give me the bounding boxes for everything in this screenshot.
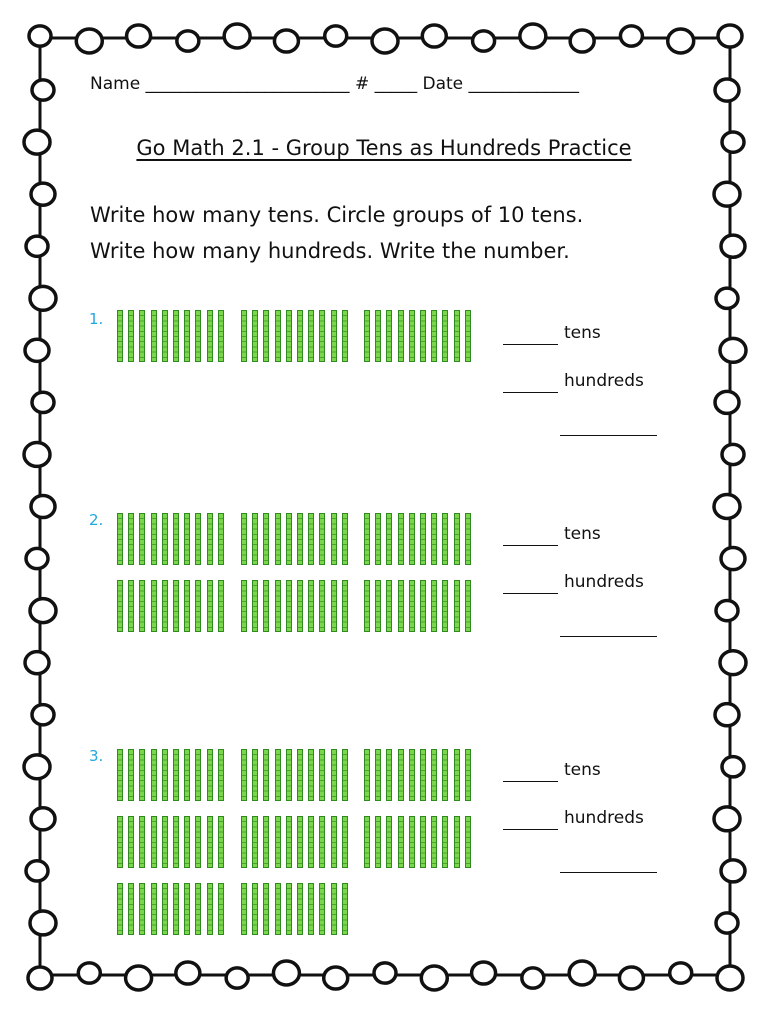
ten-rod — [319, 749, 325, 801]
ten-rod — [386, 513, 392, 565]
ten-rod — [241, 816, 247, 868]
ten-rod — [218, 816, 224, 868]
ten-rod — [364, 816, 370, 868]
ten-rod — [319, 883, 325, 935]
ten-rod — [207, 310, 213, 362]
problem-1-hundreds-blank[interactable] — [503, 392, 558, 393]
ten-rod — [364, 749, 370, 801]
ten-rod — [263, 749, 269, 801]
ten-rod — [184, 580, 190, 632]
ten-rod — [128, 310, 134, 362]
ten-rod — [184, 816, 190, 868]
ten-rod — [319, 513, 325, 565]
ten-rod — [252, 580, 258, 632]
problem-2-tens-label: tens — [564, 524, 601, 544]
ten-rod — [173, 883, 179, 935]
problem-2-hundreds-blank[interactable] — [503, 593, 558, 594]
ten-rod — [331, 816, 337, 868]
ten-rod — [286, 310, 292, 362]
ten-rod — [128, 513, 134, 565]
problem-3-tens-blank[interactable] — [503, 781, 558, 782]
ten-rod — [308, 310, 314, 362]
ten-rod — [275, 513, 281, 565]
ten-rod — [173, 816, 179, 868]
ten-rod — [207, 816, 213, 868]
ten-rod — [184, 513, 190, 565]
ten-rod — [454, 310, 460, 362]
ten-rod — [297, 580, 303, 632]
ten-rod — [173, 580, 179, 632]
ten-rod — [151, 580, 157, 632]
ten-rod — [286, 580, 292, 632]
ten-rod — [319, 816, 325, 868]
ten-rod — [420, 310, 426, 362]
ten-rod — [195, 310, 201, 362]
ten-rod — [173, 513, 179, 565]
ten-rod — [162, 883, 168, 935]
ten-rod — [342, 513, 348, 565]
ten-rod — [442, 310, 448, 362]
ten-rod — [386, 816, 392, 868]
ten-rod — [409, 580, 415, 632]
ten-rod — [409, 749, 415, 801]
problem-2-hundreds-label: hundreds — [564, 572, 644, 592]
ten-rod — [263, 513, 269, 565]
ten-rod — [431, 816, 437, 868]
ten-rod — [375, 513, 381, 565]
ten-rod — [263, 310, 269, 362]
ten-rod — [308, 580, 314, 632]
ten-rod — [442, 580, 448, 632]
ten-rod — [195, 513, 201, 565]
ten-rod — [342, 749, 348, 801]
ten-rod — [117, 749, 123, 801]
ten-rod — [442, 816, 448, 868]
ten-rod — [162, 580, 168, 632]
ten-rod — [420, 580, 426, 632]
ten-rod — [117, 816, 123, 868]
ten-rod — [263, 816, 269, 868]
ten-rod — [173, 310, 179, 362]
ten-rod — [275, 580, 281, 632]
ten-rod — [465, 580, 471, 632]
ten-rod — [331, 749, 337, 801]
ten-rod — [297, 749, 303, 801]
ten-rod — [241, 749, 247, 801]
ten-rod — [375, 816, 381, 868]
ten-rod — [398, 749, 404, 801]
ten-rod — [398, 513, 404, 565]
ten-rod — [409, 310, 415, 362]
ten-rod — [195, 883, 201, 935]
ten-rod — [465, 749, 471, 801]
ten-rod — [286, 749, 292, 801]
problem-3-hundreds-label: hundreds — [564, 808, 644, 828]
problem-2-tens-blank[interactable] — [503, 545, 558, 546]
ten-rod — [386, 749, 392, 801]
ten-rod — [431, 580, 437, 632]
problem-1-hundreds-label: hundreds — [564, 371, 644, 391]
ten-rod — [162, 513, 168, 565]
ten-rod — [195, 816, 201, 868]
ten-rod — [263, 580, 269, 632]
ten-rod — [139, 580, 145, 632]
problem-2-number: 2. — [89, 511, 104, 529]
ten-rod — [308, 816, 314, 868]
ten-rod — [331, 310, 337, 362]
ten-rod — [386, 310, 392, 362]
ten-rod — [207, 883, 213, 935]
ten-rod — [252, 749, 258, 801]
ten-rod — [454, 580, 460, 632]
ten-rod — [207, 749, 213, 801]
ten-rod — [308, 749, 314, 801]
ten-rod — [207, 513, 213, 565]
ten-rod — [275, 883, 281, 935]
ten-rod — [117, 513, 123, 565]
ten-rod — [195, 749, 201, 801]
problem-3-number: 3. — [89, 747, 104, 765]
ten-rod — [342, 310, 348, 362]
ten-rod — [297, 513, 303, 565]
ten-rod — [286, 513, 292, 565]
ten-rod — [420, 749, 426, 801]
ten-rod — [128, 580, 134, 632]
ten-rod — [139, 310, 145, 362]
ten-rod — [263, 883, 269, 935]
ten-rod — [342, 580, 348, 632]
ten-rod — [207, 580, 213, 632]
ten-rod — [431, 310, 437, 362]
ten-rod — [241, 310, 247, 362]
ten-rod — [151, 816, 157, 868]
ten-rod — [386, 580, 392, 632]
ten-rod — [297, 883, 303, 935]
instruction-line-2: Write how many hundreds. Write the number. — [90, 239, 570, 263]
ten-rod — [252, 816, 258, 868]
ten-rod — [218, 580, 224, 632]
ten-rod — [342, 883, 348, 935]
ten-rod — [184, 310, 190, 362]
ten-rod — [331, 883, 337, 935]
ten-rod — [409, 816, 415, 868]
ten-rod — [117, 580, 123, 632]
name-number-date-line: Name ________________________ # _____ Date _____________ — [90, 74, 580, 94]
ten-rod — [398, 580, 404, 632]
ten-rod — [252, 310, 258, 362]
ten-rod — [431, 749, 437, 801]
ten-rod — [128, 749, 134, 801]
ten-rod — [218, 749, 224, 801]
ten-rod — [184, 883, 190, 935]
ten-rod — [375, 310, 381, 362]
ten-rod — [398, 310, 404, 362]
ten-rod — [139, 816, 145, 868]
ten-rod — [308, 513, 314, 565]
ten-rod — [117, 310, 123, 362]
ten-rod — [442, 513, 448, 565]
ten-rod — [275, 816, 281, 868]
ten-rod — [465, 513, 471, 565]
ten-rod — [286, 883, 292, 935]
ten-rod — [319, 580, 325, 632]
ten-rod — [454, 816, 460, 868]
ten-rod — [364, 513, 370, 565]
instruction-line-1: Write how many tens. Circle groups of 10 tens. — [90, 203, 584, 227]
ten-rod — [308, 883, 314, 935]
problem-2-number-blank[interactable] — [560, 636, 657, 637]
ten-rod — [117, 883, 123, 935]
problem-1-tens-label: tens — [564, 323, 601, 343]
problem-1-tens-blank[interactable] — [503, 344, 558, 345]
ten-rod — [465, 816, 471, 868]
ten-rod — [162, 749, 168, 801]
ten-rod — [420, 513, 426, 565]
ten-rod — [252, 883, 258, 935]
ten-rod — [218, 513, 224, 565]
ten-rod — [139, 883, 145, 935]
ten-rod — [162, 310, 168, 362]
ten-rod — [454, 749, 460, 801]
ten-rod — [331, 513, 337, 565]
ten-rod — [431, 513, 437, 565]
problem-3-hundreds-blank[interactable] — [503, 829, 558, 830]
ten-rod — [454, 513, 460, 565]
problem-3-number-blank[interactable] — [560, 872, 657, 873]
ten-rod — [286, 816, 292, 868]
ten-rod — [331, 580, 337, 632]
ten-rod — [409, 513, 415, 565]
ten-rod — [275, 310, 281, 362]
ten-rod — [162, 816, 168, 868]
ten-rod — [241, 883, 247, 935]
ten-rod — [465, 310, 471, 362]
ten-rod — [319, 310, 325, 362]
ten-rod — [139, 513, 145, 565]
ten-rod — [128, 883, 134, 935]
ten-rod — [364, 580, 370, 632]
ten-rod — [398, 816, 404, 868]
ten-rod — [151, 513, 157, 565]
ten-rod — [151, 883, 157, 935]
ten-rod — [375, 749, 381, 801]
ten-rod — [128, 816, 134, 868]
problem-1-number: 1. — [89, 310, 104, 328]
ten-rod — [151, 749, 157, 801]
ten-rod — [252, 513, 258, 565]
ten-rod — [151, 310, 157, 362]
ten-rod — [241, 513, 247, 565]
ten-rod — [420, 816, 426, 868]
page-title: Go Math 2.1 - Group Tens as Hundreds Practice — [136, 136, 632, 160]
ten-rod — [184, 749, 190, 801]
ten-rod — [241, 580, 247, 632]
ten-rod — [275, 749, 281, 801]
ten-rod — [364, 310, 370, 362]
ten-rod — [375, 580, 381, 632]
ten-rod — [195, 580, 201, 632]
ten-rod — [139, 749, 145, 801]
ten-rod — [342, 816, 348, 868]
ten-rod — [173, 749, 179, 801]
ten-rod — [218, 883, 224, 935]
problem-1-number-blank[interactable] — [560, 435, 657, 436]
problem-3-tens-label: tens — [564, 760, 601, 780]
ten-rod — [218, 310, 224, 362]
ten-rod — [442, 749, 448, 801]
ten-rod — [297, 310, 303, 362]
ten-rod — [297, 816, 303, 868]
